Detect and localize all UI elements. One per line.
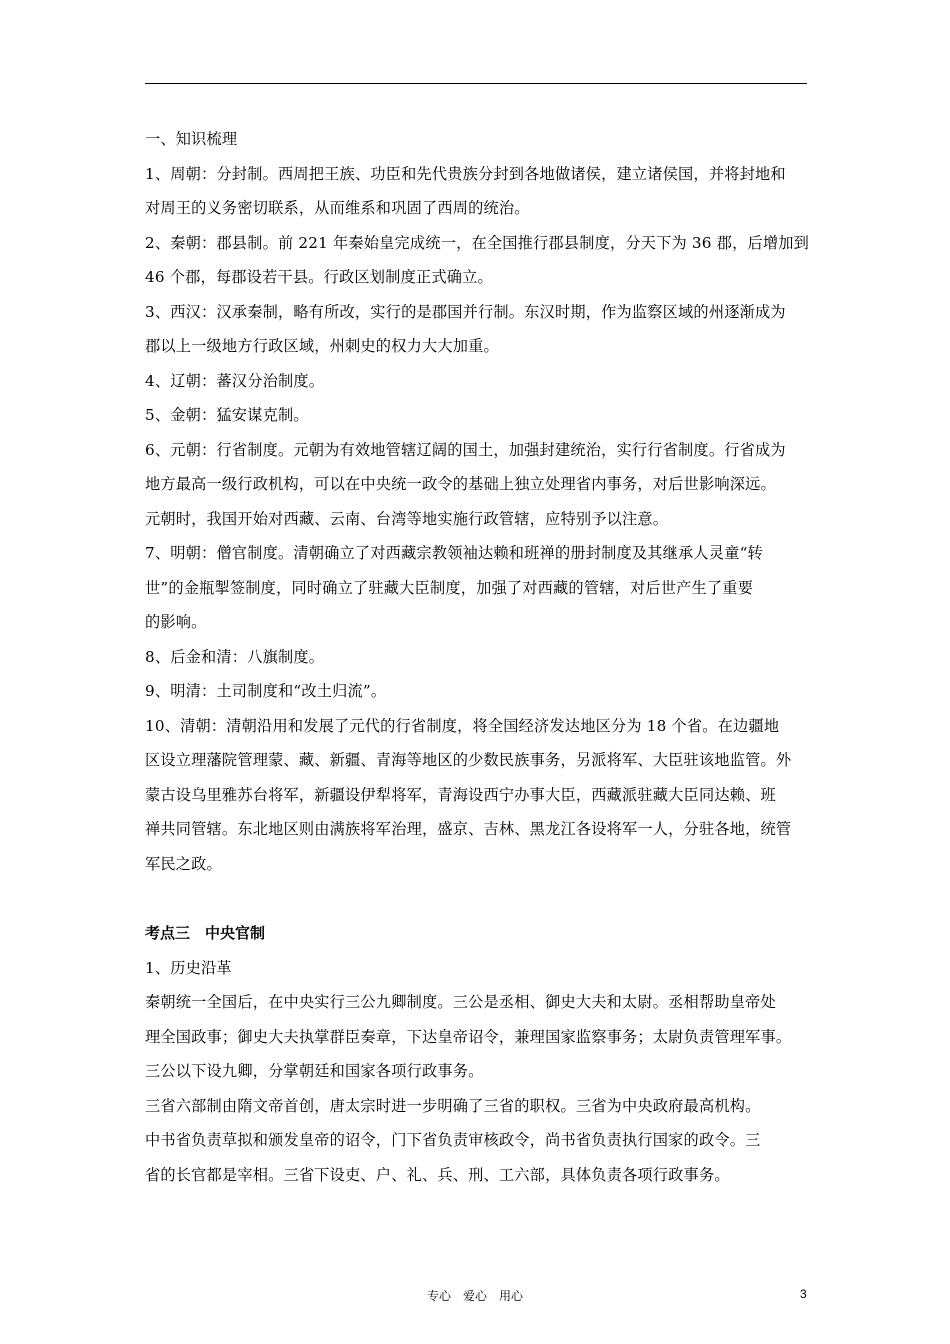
text-line: 对周王的义务密切联系，从而维系和巩固了西周的统治。 [145,199,530,217]
text-line: 三公以下设九卿，分掌朝廷和国家各项行政事务。 [145,1062,484,1080]
text-line: 2、秦朝：郡县制。前 221 年秦始皇完成统一，在全国推行郡县制度，分天下为 36 郡，后增加到 [145,233,810,252]
page-footer: 专心 爱心 用心 [426,1289,523,1303]
section-gap [145,881,813,916]
text-line: 中书省负责草拟和颁发皇帝的诏令，门下省负责审核政令，尚书省负责执行国家的政令。三 [145,1131,761,1149]
text-line: 3、西汉：汉承秦制，略有所改，实行的是郡国并行制。东汉时期，作为监察区域的州逐渐成为 [145,302,786,321]
text-line: 1、历史沿革 [145,958,232,977]
text-line: 4、辽朝：蕃汉分治制度。 [145,371,325,390]
text-line: 7、明朝：僧官制度。清朝确立了对西藏宗教领袖达赖和班禅的册封制度及其继承人灵童“转 [145,544,763,562]
section-heading: 考点三 中央官制 [145,924,266,942]
text-line: 5、金朝：猛安谋克制。 [145,406,309,424]
text-line: 8、后金和清：八旗制度。 [145,647,325,666]
text-line: 省的长官都是宰相。三省下设吏、户、礼、兵、刑、工六部，具体负责各项行政事务。 [145,1165,730,1184]
text-line: 46 个郡，每郡设若干县。行政区划制度正式确立。 [145,268,493,286]
page-number: 3 [800,1287,807,1301]
header-rule [145,83,807,84]
text-line: 10、清朝：清朝沿用和发展了元代的行省制度，将全国经济发达地区分为 18 个省。在边疆地 [145,716,780,735]
text-line: 理全国政事；御史大夫执掌群臣奏章，下达皇帝诏令，兼理国家监察事务；太尉负责管理军事。 [145,1027,792,1046]
text-line: 三省六部制由隋文帝首创，唐太宗时进一步明确了三省的职权。三省为中央政府最高机构。 [145,1096,761,1115]
text-line: 蒙古设乌里雅苏台将军，新疆设伊犁将军，青海设西宁办事大臣，西藏派驻藏大臣同达赖、班 [145,785,776,804]
text-line: 秦朝统一全国后，在中央实行三公九卿制度。三公是丞相、御史大夫和太尉。丞相帮助皇帝处 [145,993,776,1011]
text-line: 禅共同管辖。东北地区则由满族将军治理，盛京、吉林、黑龙江各设将军一人，分驻各地，统管 [145,820,792,838]
knowledge-section [145,157,813,882]
section-title: 一、知识梳理 [145,130,238,148]
text-line: 郡以上一级地方行政区域，州刺史的权力大大加重。 [145,337,499,355]
text-line: 9、明清：土司制度和“改土归流”。 [145,682,387,700]
text-line: 地方最高一级行政机构，可以在中央统一政令的基础上独立处理省内事务，对后世影响深远。 [145,475,776,493]
text-line: 军民之政。 [145,854,222,873]
page-body [145,122,813,1192]
text-line: 区设立理藩院管理蒙、藏、新疆、青海等地区的少数民族事务，另派将军、大臣驻该地监管。外 [145,751,792,769]
text-line: 6、元朝：行省制度。元朝为有效地管辖辽阔的国土，加强封建统治，实行行省制度。行省成为 [145,440,786,459]
text-line: 1、周朝：分封制。西周把王族、功臣和先代贵族分封到各地做诸侯，建立诸侯国，并将封地和 [145,164,786,183]
text-line: 的影响。 [145,613,207,631]
central-officials-section [145,951,813,1193]
text-line: 元朝时，我国开始对西藏、云南、台湾等地实施行政管辖，应特别予以注意。 [145,509,669,528]
text-line: 世”的金瓶掣签制度，同时确立了驻藏大臣制度，加强了对西藏的管辖，对后世产生了重要 [145,578,754,597]
